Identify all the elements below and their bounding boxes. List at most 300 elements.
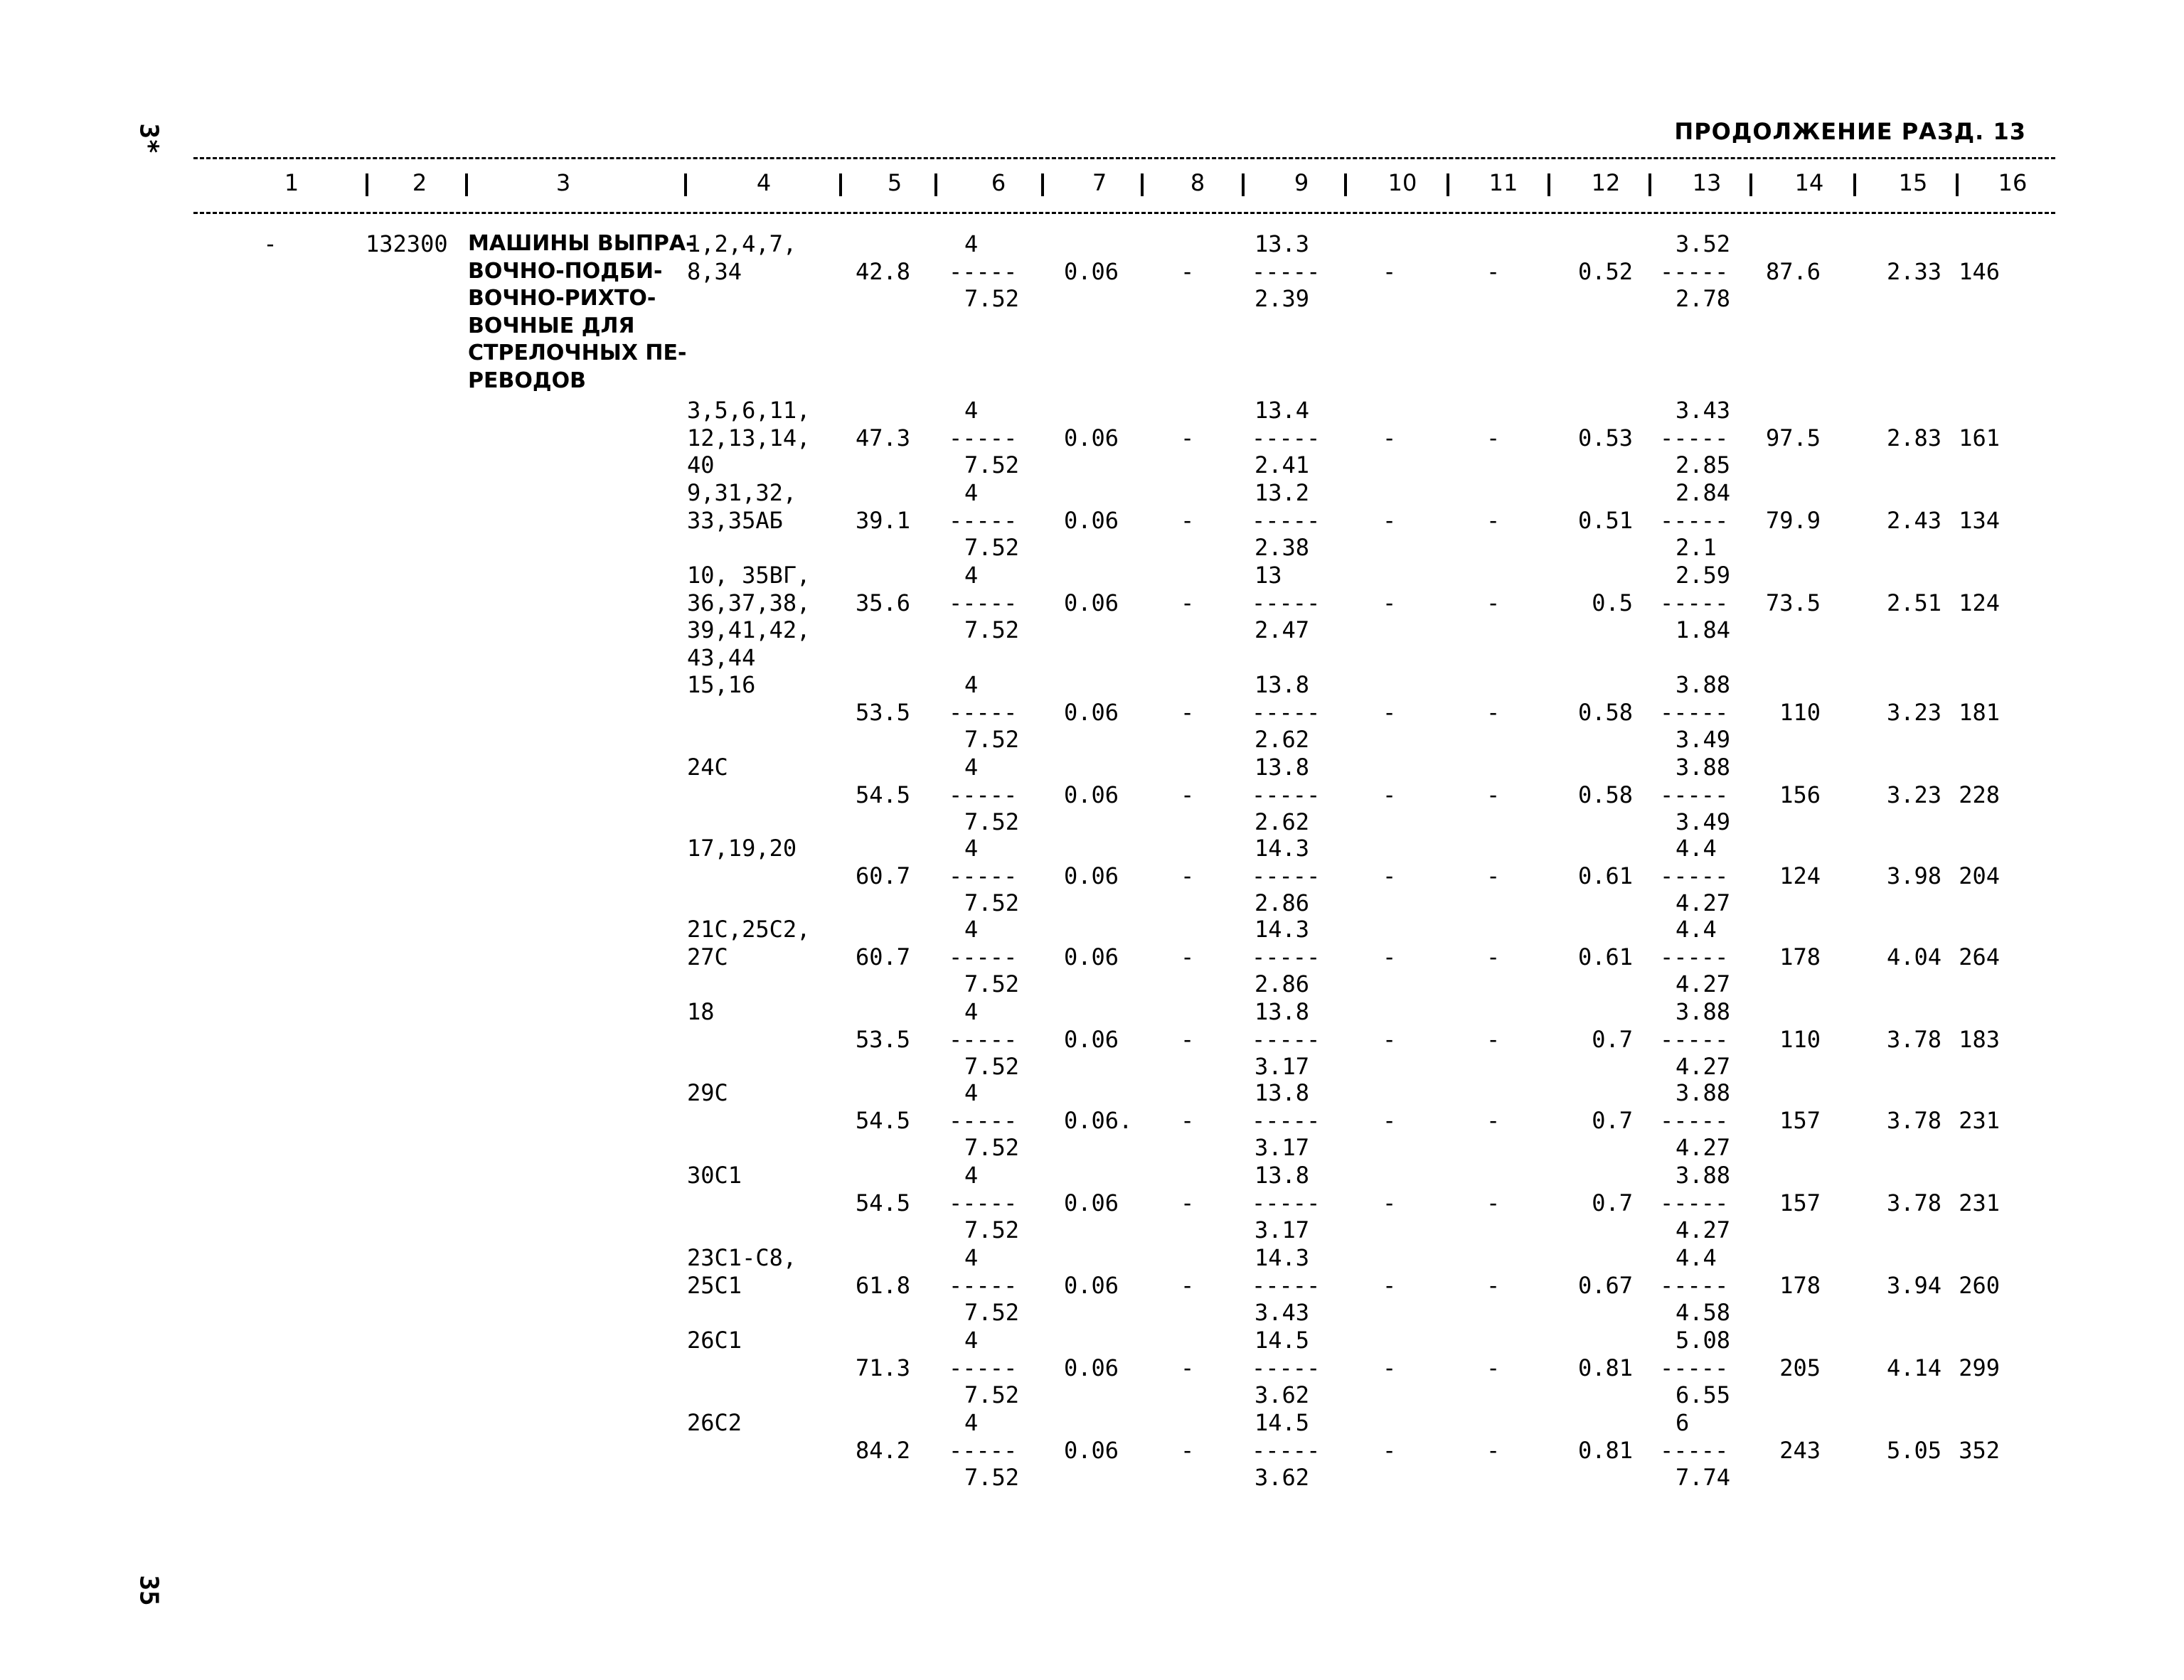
row-col10: - xyxy=(1383,781,1397,808)
row-col6-numerator: 4 xyxy=(964,1244,979,1271)
row-col8: - xyxy=(1181,1436,1195,1464)
row-col6-numerator: 4 xyxy=(964,397,979,424)
row-col9-numerator: 14.5 xyxy=(1255,1409,1310,1436)
row-positions: 1,2,4,7, xyxy=(687,230,797,257)
row-col10: - xyxy=(1383,943,1397,970)
row-col7: 0.06 xyxy=(1064,943,1119,970)
row-col13-numerator: 3.43 xyxy=(1676,397,1731,424)
row-col12: 0.67 xyxy=(1577,1271,1633,1299)
row-col13-denominator: 4.27 xyxy=(1676,1053,1731,1080)
row-col6-denominator: 7.52 xyxy=(964,1299,1020,1326)
row-col7: 0.06 xyxy=(1064,1354,1119,1381)
row-positions: 30С1 xyxy=(687,1162,742,1189)
row-col6-denominator: 7.52 xyxy=(964,1381,1020,1408)
row-col6-fraction-bar: ----- xyxy=(949,1436,1018,1464)
column-header-12: 12 xyxy=(1591,169,1621,196)
row-col9-numerator: 13.8 xyxy=(1255,671,1310,698)
row-col10: - xyxy=(1383,1025,1397,1053)
row-col13-fraction-bar: ----- xyxy=(1660,1189,1729,1216)
row-col6-numerator: 4 xyxy=(964,835,979,862)
row-col9-fraction-bar: ----- xyxy=(1252,943,1321,970)
row-col10: - xyxy=(1383,506,1397,534)
item-name-line: ВОЧНЫЕ ДЛЯ xyxy=(468,313,635,338)
row-col10: - xyxy=(1383,257,1397,285)
row-col13-fraction-bar: ----- xyxy=(1660,781,1729,808)
row-col8: - xyxy=(1181,1354,1195,1381)
row-col15: 3.94 xyxy=(1886,1271,1941,1299)
row-col9-numerator: 13.3 xyxy=(1255,230,1310,257)
row-col14: 110 xyxy=(1779,1025,1821,1053)
column-separator xyxy=(1648,173,1651,196)
row-col16: 181 xyxy=(1959,698,2000,726)
row-col13-fraction-bar: ----- xyxy=(1660,862,1729,889)
row-col14: 79.9 xyxy=(1765,506,1821,534)
row-col6-fraction-bar: ----- xyxy=(949,781,1018,808)
row-col9-numerator: 13.8 xyxy=(1255,754,1310,781)
row-col13-numerator: 3.88 xyxy=(1676,671,1731,698)
column-header-7: 7 xyxy=(1092,169,1107,196)
column-header-3: 3 xyxy=(555,169,571,196)
row-col15: 3.23 xyxy=(1886,698,1941,726)
row-col6-fraction-bar: ----- xyxy=(949,424,1018,451)
row-col11: - xyxy=(1486,257,1501,285)
row-col5: 53.5 xyxy=(855,698,910,726)
row-col8: - xyxy=(1181,1025,1195,1053)
item-name-line: ВОЧНО-РИХТО- xyxy=(468,286,656,311)
column-header-5: 5 xyxy=(887,169,902,196)
row-col7: 0.06 xyxy=(1064,589,1119,616)
row-col9-numerator: 13 xyxy=(1255,562,1282,589)
row-col9-denominator: 2.38 xyxy=(1255,534,1310,561)
column-header-6: 6 xyxy=(991,169,1006,196)
row-col6-numerator: 4 xyxy=(964,1079,979,1106)
row-positions: 26С2 xyxy=(687,1409,742,1436)
row-col9-denominator: 2.62 xyxy=(1255,726,1310,753)
row-col5: 54.5 xyxy=(855,1189,910,1216)
row-col13-denominator: 1.84 xyxy=(1676,616,1731,643)
row-col6-denominator: 7.52 xyxy=(964,808,1020,835)
row-col13-fraction-bar: ----- xyxy=(1660,943,1729,970)
item-name-line: МАШИНЫ ВЫПРА- xyxy=(468,231,695,256)
row-col6-numerator: 4 xyxy=(964,671,979,698)
row-col8: - xyxy=(1181,1271,1195,1299)
row-col9-fraction-bar: ----- xyxy=(1252,589,1321,616)
row-col13-fraction-bar: ----- xyxy=(1660,1271,1729,1299)
column-header-1: 1 xyxy=(284,169,299,196)
row-col12: 0.7 xyxy=(1592,1189,1633,1216)
row-positions: 21С,25С2, xyxy=(687,916,811,943)
row-col11: - xyxy=(1486,1106,1501,1134)
item-code: 132300 xyxy=(366,230,448,257)
row-col13-denominator: 4.27 xyxy=(1676,889,1731,916)
row-positions: 8,34 xyxy=(687,257,742,285)
row-col8: - xyxy=(1181,862,1195,889)
row-positions: 36,37,38, xyxy=(687,589,811,616)
column-separator xyxy=(1853,173,1856,196)
row-col13-denominator: 4.58 xyxy=(1676,1299,1731,1326)
row-col9-numerator: 14.3 xyxy=(1255,835,1310,862)
row-col14: 110 xyxy=(1779,698,1821,726)
row-col6-fraction-bar: ----- xyxy=(949,1354,1018,1381)
row-col9-denominator: 2.47 xyxy=(1255,616,1310,643)
row-positions: 40 xyxy=(687,451,715,478)
row-col13-numerator: 3.88 xyxy=(1676,754,1731,781)
row-col6-denominator: 7.52 xyxy=(964,726,1020,753)
row-col8: - xyxy=(1181,943,1195,970)
row-col15: 2.83 xyxy=(1886,424,1941,451)
row-col14: 73.5 xyxy=(1765,589,1821,616)
row-col9-denominator: 2.86 xyxy=(1255,970,1310,997)
row-col13-numerator: 3.88 xyxy=(1676,1079,1731,1106)
row-col16: 299 xyxy=(1959,1354,2000,1381)
row-col16: 264 xyxy=(1959,943,2000,970)
row-col6-numerator: 4 xyxy=(964,754,979,781)
row-col6-denominator: 7.52 xyxy=(964,970,1020,997)
row-col13-numerator: 2.59 xyxy=(1676,562,1731,589)
row-col10: - xyxy=(1383,698,1397,726)
row-col9-numerator: 13.8 xyxy=(1255,1162,1310,1189)
row-col8: - xyxy=(1181,698,1195,726)
row-col15: 3.78 xyxy=(1886,1189,1941,1216)
row-col9-numerator: 14.3 xyxy=(1255,916,1310,943)
row-col9-fraction-bar: ----- xyxy=(1252,1189,1321,1216)
row-col12: 0.81 xyxy=(1577,1354,1633,1381)
row-col11: - xyxy=(1486,781,1501,808)
row-col8: - xyxy=(1181,1106,1195,1134)
row-col14: 205 xyxy=(1779,1354,1821,1381)
row-col9-fraction-bar: ----- xyxy=(1252,781,1321,808)
row-col6-numerator: 4 xyxy=(964,916,979,943)
row-col5: 60.7 xyxy=(855,943,910,970)
row-col6-numerator: 4 xyxy=(964,1409,979,1436)
row-col6-denominator: 7.52 xyxy=(964,616,1020,643)
row-col5: 35.6 xyxy=(855,589,910,616)
row-col13-numerator: 2.84 xyxy=(1676,479,1731,506)
row-col6-fraction-bar: ----- xyxy=(949,1025,1018,1053)
row-col14: 243 xyxy=(1779,1436,1821,1464)
row-col15: 4.14 xyxy=(1886,1354,1941,1381)
row-col9-denominator: 2.41 xyxy=(1255,451,1310,478)
row-col6-numerator: 4 xyxy=(964,1162,979,1189)
row-col13-denominator: 3.49 xyxy=(1676,726,1731,753)
row-col6-numerator: 4 xyxy=(964,998,979,1025)
row-col11: - xyxy=(1486,1271,1501,1299)
column-separator xyxy=(1242,173,1245,196)
column-separator xyxy=(1749,173,1752,196)
row-col9-fraction-bar: ----- xyxy=(1252,1271,1321,1299)
row-col6-fraction-bar: ----- xyxy=(949,943,1018,970)
row-col11: - xyxy=(1486,424,1501,451)
row-col13-fraction-bar: ----- xyxy=(1660,589,1729,616)
row-col13-numerator: 3.88 xyxy=(1676,998,1731,1025)
row-col7: 0.06 xyxy=(1064,1189,1119,1216)
row-col9-fraction-bar: ----- xyxy=(1252,424,1321,451)
row-positions: 33,35АБ xyxy=(687,506,783,534)
row-col15: 3.78 xyxy=(1886,1106,1941,1134)
row-col13-denominator: 7.74 xyxy=(1676,1464,1731,1491)
row-col9-numerator: 13.2 xyxy=(1255,479,1310,506)
row-col9-denominator: 3.17 xyxy=(1255,1216,1310,1243)
row-col9-denominator: 3.62 xyxy=(1255,1464,1310,1491)
row-col10: - xyxy=(1383,1354,1397,1381)
row-col11: - xyxy=(1486,943,1501,970)
row-col7: 0.06 xyxy=(1064,424,1119,451)
row-col8: - xyxy=(1181,589,1195,616)
row-col13-denominator: 4.27 xyxy=(1676,1134,1731,1161)
row-col6-numerator: 4 xyxy=(964,479,979,506)
row-col12: 0.53 xyxy=(1577,424,1633,451)
column-header-4: 4 xyxy=(756,169,772,196)
row-col9-fraction-bar: ----- xyxy=(1252,1025,1321,1053)
row-positions: 26С1 xyxy=(687,1327,742,1354)
column-separator xyxy=(1041,173,1044,196)
row-col6-numerator: 4 xyxy=(964,230,979,257)
row-col16: 134 xyxy=(1959,506,2000,534)
row-col6-fraction-bar: ----- xyxy=(949,1189,1018,1216)
row-col16: 204 xyxy=(1959,862,2000,889)
row-positions: 43,44 xyxy=(687,643,756,671)
item-name-line: СТРЕЛОЧНЫХ ПЕ- xyxy=(468,341,687,365)
row-col16: 231 xyxy=(1959,1189,2000,1216)
row-col9-denominator: 3.17 xyxy=(1255,1053,1310,1080)
column-header-16: 16 xyxy=(1998,169,2028,196)
item-name-line: РЕВОДОВ xyxy=(468,368,586,393)
row-col5: 47.3 xyxy=(855,424,910,451)
row-col13-numerator: 3.88 xyxy=(1676,1162,1731,1189)
row-col11: - xyxy=(1486,589,1501,616)
page-mark-top: 3* xyxy=(134,123,164,154)
row-col10: - xyxy=(1383,589,1397,616)
row-col7: 0.06 xyxy=(1064,257,1119,285)
row-col13-denominator: 2.78 xyxy=(1676,285,1731,312)
row-col8: - xyxy=(1181,424,1195,451)
row-col13-numerator: 4.4 xyxy=(1676,1244,1717,1271)
row-col16: 352 xyxy=(1959,1436,2000,1464)
row-col15: 3.98 xyxy=(1886,862,1941,889)
column-separator xyxy=(1344,173,1347,196)
column-separator xyxy=(839,173,842,196)
row-col6-fraction-bar: ----- xyxy=(949,257,1018,285)
row-col13-fraction-bar: ----- xyxy=(1660,424,1729,451)
row-positions: 17,19,20 xyxy=(687,835,797,862)
row-col7: 0.06 xyxy=(1064,1436,1119,1464)
row-col12: 0.81 xyxy=(1577,1436,1633,1464)
row-col11: - xyxy=(1486,506,1501,534)
row-col6-denominator: 7.52 xyxy=(964,534,1020,561)
item-col1: - xyxy=(263,230,277,257)
row-col6-fraction-bar: ----- xyxy=(949,862,1018,889)
row-col12: 0.52 xyxy=(1577,257,1633,285)
row-col5: 53.5 xyxy=(855,1025,910,1053)
row-col13-fraction-bar: ----- xyxy=(1660,1106,1729,1134)
row-positions: 24С xyxy=(687,754,728,781)
row-col16: 146 xyxy=(1959,257,2000,285)
row-col13-denominator: 2.85 xyxy=(1676,451,1731,478)
row-col13-denominator: 4.27 xyxy=(1676,1216,1731,1243)
row-col9-numerator: 13.4 xyxy=(1255,397,1310,424)
row-col13-numerator: 4.4 xyxy=(1676,916,1717,943)
column-header-10: 10 xyxy=(1387,169,1417,196)
row-col7: 0.06 xyxy=(1064,781,1119,808)
row-col12: 0.7 xyxy=(1592,1025,1633,1053)
row-col9-fraction-bar: ----- xyxy=(1252,1354,1321,1381)
row-col16: 260 xyxy=(1959,1271,2000,1299)
column-header-row xyxy=(0,169,2184,198)
row-col5: 39.1 xyxy=(855,506,910,534)
row-col13-fraction-bar: ----- xyxy=(1660,1025,1729,1053)
page-number: 35 xyxy=(134,1575,164,1606)
row-col6-denominator: 7.52 xyxy=(964,1216,1020,1243)
row-col7: 0.06 xyxy=(1064,1271,1119,1299)
column-separator xyxy=(366,173,368,196)
row-col6-denominator: 7.52 xyxy=(964,451,1020,478)
row-col9-numerator: 13.8 xyxy=(1255,998,1310,1025)
row-col6-fraction-bar: ----- xyxy=(949,1271,1018,1299)
column-header-15: 15 xyxy=(1898,169,1928,196)
row-col10: - xyxy=(1383,1436,1397,1464)
row-col9-denominator: 2.39 xyxy=(1255,285,1310,312)
row-positions: 18 xyxy=(687,998,715,1025)
row-col14: 157 xyxy=(1779,1189,1821,1216)
row-col9-numerator: 14.5 xyxy=(1255,1327,1310,1354)
row-positions: 27С xyxy=(687,943,728,970)
row-col9-fraction-bar: ----- xyxy=(1252,862,1321,889)
row-col10: - xyxy=(1383,1189,1397,1216)
row-col14: 157 xyxy=(1779,1106,1821,1134)
row-col6-denominator: 7.52 xyxy=(964,889,1020,916)
row-positions: 12,13,14, xyxy=(687,424,811,451)
row-col16: 228 xyxy=(1959,781,2000,808)
row-col16: 231 xyxy=(1959,1106,2000,1134)
row-col9-denominator: 2.86 xyxy=(1255,889,1310,916)
row-col15: 4.04 xyxy=(1886,943,1941,970)
header-top-rule xyxy=(193,157,2055,159)
row-col9-denominator: 3.17 xyxy=(1255,1134,1310,1161)
row-col6-numerator: 4 xyxy=(964,562,979,589)
column-separator xyxy=(1956,173,1959,196)
row-positions: 25С1 xyxy=(687,1271,742,1299)
row-col13-denominator: 3.49 xyxy=(1676,808,1731,835)
row-col10: - xyxy=(1383,1106,1397,1134)
row-col13-numerator: 4.4 xyxy=(1676,835,1717,862)
row-col6-fraction-bar: ----- xyxy=(949,698,1018,726)
row-col12: 0.61 xyxy=(1577,943,1633,970)
row-col12: 0.58 xyxy=(1577,781,1633,808)
row-col7: 0.06 xyxy=(1064,698,1119,726)
row-col10: - xyxy=(1383,1271,1397,1299)
column-separator xyxy=(684,173,687,196)
row-col11: - xyxy=(1486,698,1501,726)
row-col15: 2.51 xyxy=(1886,589,1941,616)
row-col5: 42.8 xyxy=(855,257,910,285)
column-separator xyxy=(934,173,937,196)
row-col5: 61.8 xyxy=(855,1271,910,1299)
row-positions: 10, 35ВГ, xyxy=(687,562,811,589)
row-col7: 0.06. xyxy=(1064,1106,1133,1134)
row-positions: 15,16 xyxy=(687,671,756,698)
column-separator xyxy=(465,173,468,196)
row-col6-fraction-bar: ----- xyxy=(949,506,1018,534)
row-col12: 0.7 xyxy=(1592,1106,1633,1134)
row-col14: 87.6 xyxy=(1765,257,1821,285)
row-col15: 2.43 xyxy=(1886,506,1941,534)
row-positions: 39,41,42, xyxy=(687,616,811,643)
row-col9-denominator: 2.62 xyxy=(1255,808,1310,835)
row-col6-fraction-bar: ----- xyxy=(949,589,1018,616)
row-col10: - xyxy=(1383,862,1397,889)
column-separator xyxy=(1141,173,1144,196)
row-col16: 161 xyxy=(1959,424,2000,451)
row-col14: 97.5 xyxy=(1765,424,1821,451)
row-col9-denominator: 3.43 xyxy=(1255,1299,1310,1326)
row-col8: - xyxy=(1181,781,1195,808)
row-col9-fraction-bar: ----- xyxy=(1252,506,1321,534)
column-header-14: 14 xyxy=(1794,169,1824,196)
row-col13-fraction-bar: ----- xyxy=(1660,1436,1729,1464)
row-col13-fraction-bar: ----- xyxy=(1660,506,1729,534)
row-col9-fraction-bar: ----- xyxy=(1252,698,1321,726)
row-col12: 0.5 xyxy=(1592,589,1633,616)
column-header-13: 13 xyxy=(1692,169,1722,196)
item-name-line: ВОЧНО-ПОДБИ- xyxy=(468,258,663,284)
row-col5: 54.5 xyxy=(855,781,910,808)
row-col6-fraction-bar: ----- xyxy=(949,1106,1018,1134)
row-col7: 0.06 xyxy=(1064,862,1119,889)
column-header-9: 9 xyxy=(1294,169,1309,196)
column-separator xyxy=(1447,173,1449,196)
row-col9-fraction-bar: ----- xyxy=(1252,1106,1321,1134)
row-col16: 183 xyxy=(1959,1025,2000,1053)
row-col9-fraction-bar: ----- xyxy=(1252,257,1321,285)
row-col13-numerator: 3.52 xyxy=(1676,230,1731,257)
row-col13-numerator: 5.08 xyxy=(1676,1327,1731,1354)
row-col10: - xyxy=(1383,424,1397,451)
row-col12: 0.51 xyxy=(1577,506,1633,534)
row-col15: 2.33 xyxy=(1886,257,1941,285)
row-positions: 3,5,6,11, xyxy=(687,397,811,424)
row-col8: - xyxy=(1181,257,1195,285)
row-col16: 124 xyxy=(1959,589,2000,616)
row-col12: 0.61 xyxy=(1577,862,1633,889)
row-positions: 9,31,32, xyxy=(687,479,797,506)
header-bottom-rule xyxy=(193,212,2055,214)
row-positions: 23С1-С8, xyxy=(687,1244,797,1271)
row-col13-fraction-bar: ----- xyxy=(1660,257,1729,285)
row-col13-denominator: 6.55 xyxy=(1676,1381,1731,1408)
row-col6-denominator: 7.52 xyxy=(964,1134,1020,1161)
row-col9-fraction-bar: ----- xyxy=(1252,1436,1321,1464)
row-col15: 3.23 xyxy=(1886,781,1941,808)
row-col7: 0.06 xyxy=(1064,506,1119,534)
row-col15: 5.05 xyxy=(1886,1436,1941,1464)
row-col13-denominator: 2.1 xyxy=(1676,534,1717,561)
row-col13-fraction-bar: ----- xyxy=(1660,1354,1729,1381)
row-col6-denominator: 7.52 xyxy=(964,285,1020,312)
row-col5: 71.3 xyxy=(855,1354,910,1381)
row-col14: 156 xyxy=(1779,781,1821,808)
row-col12: 0.58 xyxy=(1577,698,1633,726)
row-col6-denominator: 7.52 xyxy=(964,1053,1020,1080)
row-col9-numerator: 14.3 xyxy=(1255,1244,1310,1271)
row-col11: - xyxy=(1486,1189,1501,1216)
row-col13-numerator: 6 xyxy=(1676,1409,1690,1436)
row-col8: - xyxy=(1181,506,1195,534)
row-col9-numerator: 13.8 xyxy=(1255,1079,1310,1106)
row-col5: 60.7 xyxy=(855,862,910,889)
row-col6-denominator: 7.52 xyxy=(964,1464,1020,1491)
row-col6-numerator: 4 xyxy=(964,1327,979,1354)
row-col13-denominator: 4.27 xyxy=(1676,970,1731,997)
